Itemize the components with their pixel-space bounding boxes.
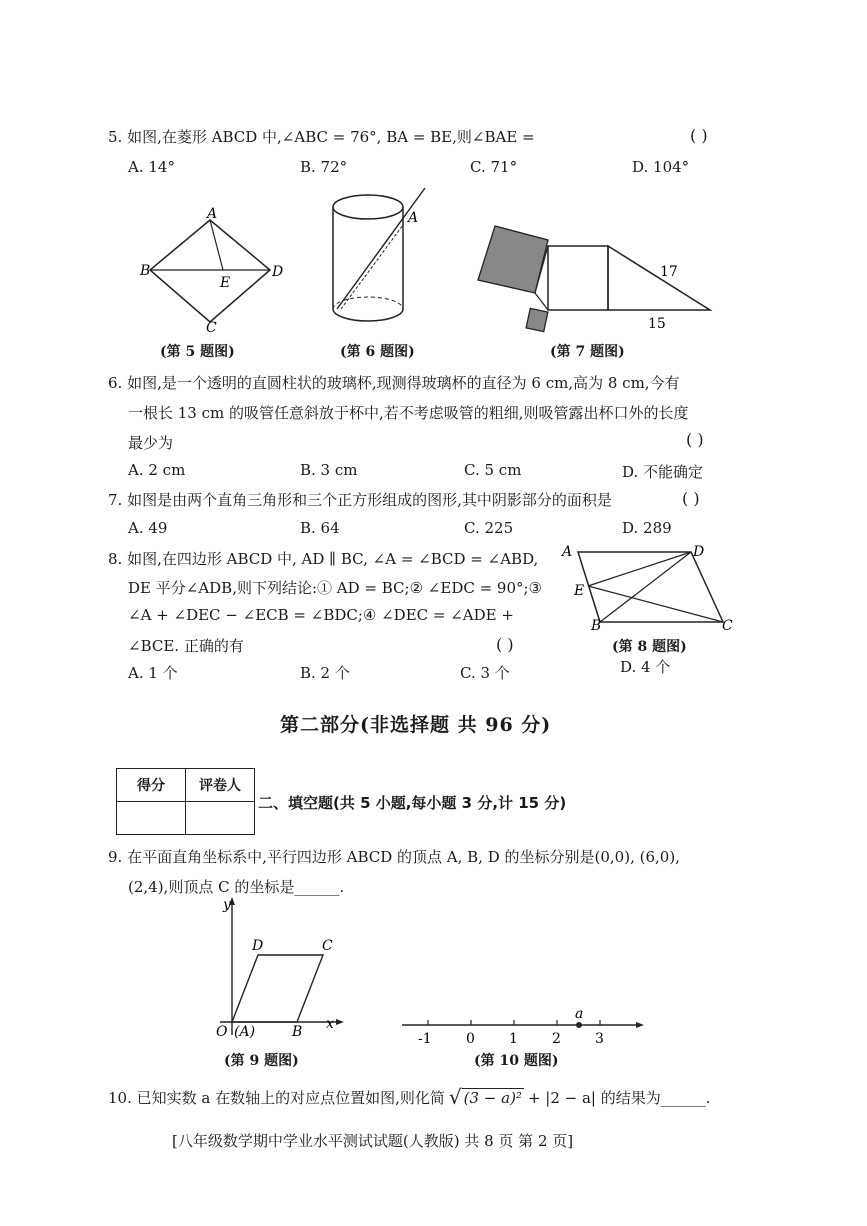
fig10-tick-1: 1 xyxy=(509,1031,518,1047)
score-header-pingjuanren: 评卷人 xyxy=(186,769,255,802)
score-header-defen: 得分 xyxy=(117,769,186,802)
q8-line3: ∠A + ∠DEC − ∠ECB = ∠BDC;④ ∠DEC = ∠ADE + xyxy=(128,606,514,624)
fig9-label-o: O xyxy=(216,1024,228,1040)
fig8-label-e: E xyxy=(574,583,585,599)
q8-option-a: A. 1 个 xyxy=(128,664,178,682)
q10-radicand: (3 − a)² xyxy=(463,1089,522,1107)
figure-8-quadrilateral xyxy=(558,540,738,635)
fig10-tick-0: 0 xyxy=(466,1031,475,1047)
fig7-label-17: 17 xyxy=(660,264,678,280)
q6-option-c: C. 5 cm xyxy=(464,461,522,479)
q8-option-d: D. 4 个 xyxy=(620,658,671,676)
fig7-caption: (第 7 题图) xyxy=(550,344,625,360)
fig8-label-a: A xyxy=(562,544,573,560)
figure-6-cylinder xyxy=(325,185,435,340)
score-table xyxy=(116,768,255,835)
q8-option-b: B. 2 个 xyxy=(300,664,350,682)
figure-9-coordinate xyxy=(210,895,345,1040)
fig9-label-c: C xyxy=(322,938,333,954)
fig8-label-b: B xyxy=(591,618,602,634)
q10-text-before: 10. 已知实数 a 在数轴上的对应点位置如图,则化简 xyxy=(108,1089,445,1107)
q9-line2: (2,4),则顶点 C 的坐标是______. xyxy=(128,878,345,896)
q7-stem: 7. 如图是由两个直角三角形和三个正方形组成的图形,其中阴影部分的面积是 xyxy=(108,491,612,509)
fig6-label-a: A xyxy=(408,210,419,226)
q8-line4: ∠BCE. 正确的有 xyxy=(128,637,244,655)
fig5-label-d: D xyxy=(272,264,284,280)
q7-option-c: C. 225 xyxy=(464,519,514,537)
fig10-caption: (第 10 题图) xyxy=(474,1053,559,1069)
q8-line2: DE 平分∠ADB,则下列结论:① AD = BC;② ∠EDC = 90°;③ xyxy=(128,579,543,597)
fig5-label-e: E xyxy=(220,275,231,291)
part2-title: 第二部分(非选择题 共 96 分) xyxy=(280,714,552,736)
fig8-label-c: C xyxy=(722,618,733,634)
q6-answer-paren: ( ) xyxy=(686,430,704,449)
q9-line1: 9. 在平面直角坐标系中,平行四边形 ABCD 的顶点 A, B, D 的坐标分别是(0,0), (6,0), xyxy=(108,848,680,866)
fig9-label-x: x xyxy=(326,1016,334,1032)
q5-answer-paren: ( ) xyxy=(690,126,708,145)
q8-option-c: C. 3 个 xyxy=(460,664,510,682)
fig10-tick-3: 3 xyxy=(595,1031,604,1047)
fig9-label-d: D xyxy=(252,938,264,954)
q7-answer-paren: ( ) xyxy=(682,489,700,508)
q6-option-a: A. 2 cm xyxy=(128,461,186,479)
q6-option-b: B. 3 cm xyxy=(300,461,358,479)
q5-option-b: B. 72° xyxy=(300,158,348,176)
q5-option-c: C. 71° xyxy=(470,158,518,176)
fig7-label-15: 15 xyxy=(648,316,666,332)
grader-cell xyxy=(186,802,255,835)
section2-heading: 二、填空题(共 5 小题,每小题 3 分,计 15 分) xyxy=(258,794,567,812)
fig9-label-y: y xyxy=(223,897,231,913)
fig5-label-b: B xyxy=(140,263,151,279)
q6-line3: 最少为 xyxy=(128,434,174,452)
q5-stem: 5. 如图,在菱形 ABCD 中,∠ABC = 76°, BA = BE,则∠BAE = xyxy=(108,128,535,146)
fig9-label-a: (A) xyxy=(234,1024,256,1040)
figure-10-number-line xyxy=(398,1005,648,1050)
fig10-tick-2: 2 xyxy=(552,1031,561,1047)
q6-line2: 一根长 13 cm 的吸管任意斜放于杯中,若不考虑吸管的粗细,则吸管露出杯口外的长度 xyxy=(128,404,689,422)
fig9-caption: (第 9 题图) xyxy=(224,1053,299,1069)
q7-option-b: B. 64 xyxy=(300,519,340,537)
q6-line1: 6. 如图,是一个透明的直圆柱状的玻璃杯,现测得玻璃杯的直径为 6 cm,高为 8 cm,今有 xyxy=(108,374,680,392)
fig5-label-c: C xyxy=(206,320,217,336)
q6-option-d: D. 不能确定 xyxy=(622,463,704,481)
q10-text-after: + |2 − a| 的结果为______. xyxy=(527,1089,711,1107)
fig5-label-a: A xyxy=(207,206,218,222)
fig6-caption: (第 6 题图) xyxy=(340,344,415,360)
q10-radical xyxy=(448,1085,524,1109)
sqrt-icon: √ xyxy=(448,1085,462,1109)
fig8-label-d: D xyxy=(693,544,705,560)
score-cell xyxy=(117,802,186,835)
figure-5-rhombus xyxy=(130,200,290,340)
q5-option-d: D. 104° xyxy=(632,158,690,176)
q5-option-a: A. 14° xyxy=(128,158,175,176)
page-footer: [八年级数学期中学业水平测试试题(人教版) 共 8 页 第 2 页] xyxy=(172,1132,574,1150)
fig8-caption: (第 8 题图) xyxy=(612,639,687,655)
q7-option-a: A. 49 xyxy=(128,519,168,537)
q8-answer-paren: ( ) xyxy=(496,635,514,654)
fig9-label-b: B xyxy=(292,1024,303,1040)
fig10-point-a: a xyxy=(575,1006,584,1022)
q8-line1: 8. 如图,在四边形 ABCD 中, AD ∥ BC, ∠A = ∠BCD = ∠ABD, xyxy=(108,550,539,568)
fig5-caption: (第 5 题图) xyxy=(160,344,235,360)
figure-7-squares xyxy=(470,218,720,338)
q10-stem xyxy=(108,1087,711,1108)
fig10-tick-minus1: -1 xyxy=(418,1031,432,1047)
q7-option-d: D. 289 xyxy=(622,519,672,537)
